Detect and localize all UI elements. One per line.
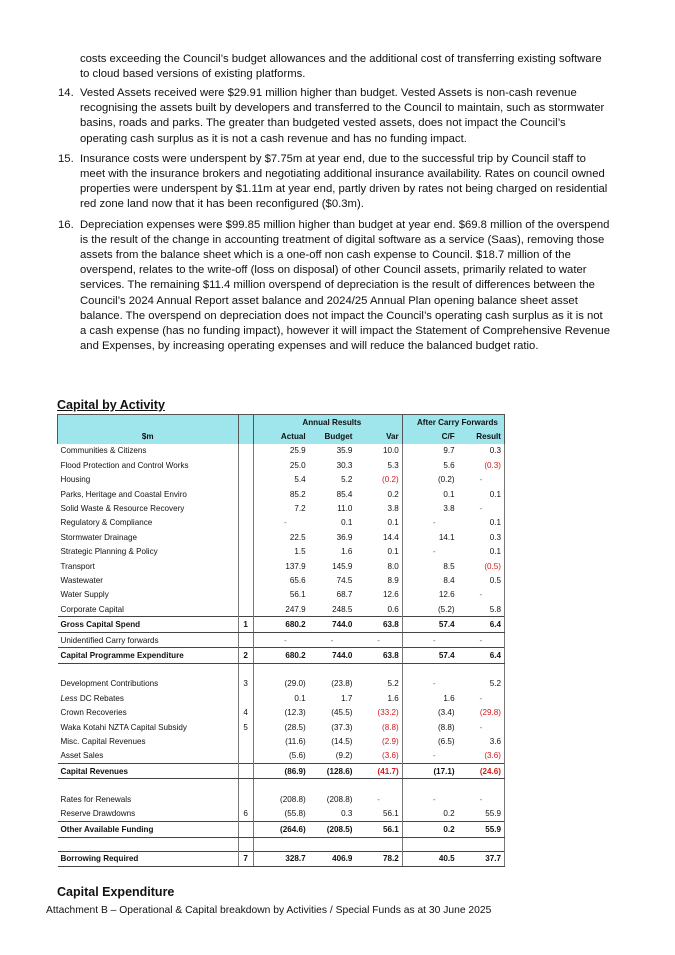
header-note-blank (238, 415, 253, 430)
budget-cell: (128.6) (309, 763, 356, 778)
result-cell: 5.2 (458, 677, 505, 691)
result-cell: 55.9 (458, 822, 505, 837)
cf-cell: 0.2 (443, 809, 455, 819)
actual-cell: 56.1 (289, 590, 306, 600)
row-note-ref (238, 573, 253, 587)
table-row (58, 720, 505, 734)
var-cell: (8.8) (382, 722, 399, 732)
table-row (58, 444, 505, 458)
var-cell: 0.2 (387, 489, 399, 499)
table-row (58, 487, 505, 501)
var-cell: (2.9) (382, 736, 399, 746)
var-cell: 78.2 (355, 851, 402, 866)
list-item (58, 152, 610, 213)
cf-cell: 14.1 (438, 532, 455, 542)
result-cell: (24.6) (458, 763, 505, 778)
capital-expenditure-title: Capital Expenditure (57, 885, 175, 899)
var-cell: (33.2) (377, 708, 399, 718)
header-blank (58, 415, 239, 430)
cf-cell: (5.2) (437, 604, 455, 614)
table-row (58, 632, 505, 647)
var-cell: 3.8 (387, 504, 399, 514)
note-number: 16. (58, 218, 74, 231)
var-cell: 63.8 (355, 617, 402, 632)
row-label: Less DC Rebates (60, 693, 124, 703)
cf-cell: 1.6 (443, 693, 455, 703)
var-cell: 56.1 (355, 822, 402, 837)
row-note-ref: 1 (238, 617, 253, 632)
cf-cell: 57.4 (411, 617, 458, 632)
row-label: Water Supply (60, 590, 109, 600)
result-cell: - (458, 691, 505, 705)
row-note-ref (238, 632, 253, 647)
cf-cell: (17.1) (411, 763, 458, 778)
var-cell: 63.8 (355, 648, 402, 663)
table-row (58, 851, 505, 866)
budget-cell: 248.5 (332, 604, 353, 614)
row-label: Parks, Heritage and Coastal Enviro (60, 489, 187, 499)
row-note-ref (238, 516, 253, 530)
result-cell: - (458, 792, 505, 806)
var-cell: 0.1 (387, 547, 399, 557)
header-result: Result (458, 429, 505, 443)
result-cell: 6.4 (458, 648, 505, 663)
budget-cell: 36.9 (336, 532, 353, 542)
actual-cell: 85.2 (289, 489, 306, 499)
row-note-ref (238, 749, 253, 764)
cf-cell: (0.2) (437, 475, 455, 485)
row-label: Gross Capital Spend (58, 617, 239, 632)
budget-cell: 1.6 (341, 547, 353, 557)
row-label: Solid Waste & Resource Recovery (60, 504, 185, 514)
result-cell: 55.9 (458, 807, 505, 822)
var-cell: 5.2 (387, 679, 399, 689)
row-label: Capital Revenues (58, 763, 239, 778)
cf-cell: - (432, 795, 436, 805)
actual-cell: 7.2 (294, 504, 306, 514)
spacer-row (58, 779, 505, 793)
table-row (58, 749, 505, 764)
row-label: Development Contributions (60, 679, 159, 689)
actual-cell: - (283, 518, 287, 528)
cf-cell: 5.6 (443, 460, 455, 470)
row-note-ref (238, 763, 253, 778)
budget-cell: (45.5) (331, 708, 353, 718)
result-cell: (0.5) (458, 559, 505, 573)
actual-cell: 25.0 (289, 460, 306, 470)
row-label: Unidentified Carry forwards (60, 635, 159, 645)
table-row (58, 734, 505, 748)
list-item (58, 218, 610, 355)
spacer-row (58, 837, 505, 851)
budget-cell: 0.1 (341, 518, 353, 528)
actual-cell: 680.2 (262, 648, 309, 663)
row-note-ref (238, 691, 253, 705)
actual-cell: (86.9) (262, 763, 309, 778)
var-cell: 10.0 (382, 446, 399, 456)
row-note-ref (238, 530, 253, 544)
budget-cell: 744.0 (309, 648, 356, 663)
actual-cell: (29.0) (284, 679, 306, 689)
budget-cell: 744.0 (309, 617, 356, 632)
actual-cell: 25.9 (289, 446, 306, 456)
var-cell: 5.3 (387, 460, 399, 470)
table-row (58, 807, 505, 822)
var-cell: (41.7) (355, 763, 402, 778)
row-note-ref (238, 559, 253, 573)
header-after-carry: After Carry Forwards (411, 415, 505, 430)
budget-cell: 5.2 (341, 475, 353, 485)
var-cell: (0.2) (382, 475, 399, 485)
row-label: Strategic Planning & Policy (60, 547, 158, 557)
var-cell: 0.1 (387, 518, 399, 528)
note-number: 14. (58, 87, 74, 99)
result-cell: (3.6) (458, 749, 505, 764)
row-label: Borrowing Required (58, 851, 239, 866)
result-cell: (0.3) (458, 458, 505, 472)
note-number: 15. (58, 152, 74, 165)
row-label: Reserve Drawdowns (60, 809, 136, 819)
actual-cell: 1.5 (294, 547, 306, 557)
table-row (58, 792, 505, 806)
row-label: Crown Recoveries (60, 708, 127, 718)
result-cell: 0.3 (458, 444, 505, 458)
header-annual-results: Annual Results (262, 415, 402, 430)
capital-table-body (58, 444, 505, 867)
header-cf: C/F (411, 429, 458, 443)
table-row (58, 677, 505, 691)
note-text: Depreciation expenses were $99.85 million higher than budget at year end. $69.8 million of the overspend is the result of the change in accounting treatment of digital software as a service (Saas), removing those assets from the balance sheet which is a one-off non cash expense to Council. $18.7 million of the overspend, relates to the write-off (loss on disposal) of other Council assets, primarily related to water services. The remaining $11.4 million overspend of depreciation is the result of differences between the Council’s 2024 Annual Report asset balance and 2024/25 Annual Plan opening balance sheet asset balance. The overspend on depreciation does not impact the Council’s operating cash surplus as it is not a cash expense (has no funding impact), however it will impact the Statement of Comprehensive Revenue and Expenses, by increasing operating expenses and will reduce the balanced budget ratio. (80, 218, 610, 353)
cf-cell: - (432, 547, 436, 557)
row-note-ref: 6 (238, 807, 253, 822)
row-note-ref (238, 792, 253, 806)
row-note-ref: 4 (238, 705, 253, 719)
cf-cell: (3.4) (437, 708, 455, 718)
actual-cell: 680.2 (262, 617, 309, 632)
var-cell: 56.1 (382, 809, 399, 819)
result-cell: - (458, 473, 505, 487)
cf-cell: (6.5) (437, 736, 455, 746)
table-row (58, 559, 505, 573)
notes-list (58, 86, 610, 359)
row-label: Other Available Funding (58, 822, 239, 837)
header-var: Var (355, 429, 402, 443)
cf-cell: 0.1 (443, 489, 455, 499)
var-cell: 1.6 (387, 693, 399, 703)
result-cell: 0.1 (458, 516, 505, 530)
cf-cell: - (432, 751, 436, 761)
actual-cell: (264.6) (262, 822, 309, 837)
budget-cell: 145.9 (332, 561, 353, 571)
table-row (58, 617, 505, 632)
table-row (58, 501, 505, 515)
row-note-ref (238, 822, 253, 837)
result-cell: - (458, 632, 505, 647)
var-cell: - (377, 795, 380, 805)
row-label: Communities & Citizens (60, 446, 147, 456)
table-row (58, 473, 505, 487)
intro-paragraph: costs exceeding the Council’s budget allowances and the additional cost of transferring existing software to cloud based versions of existing platforms. (80, 53, 602, 81)
budget-cell: (14.5) (331, 736, 353, 746)
result-cell: 0.1 (458, 487, 505, 501)
actual-cell: 22.5 (289, 532, 306, 542)
row-label: Flood Protection and Control Works (60, 460, 189, 470)
budget-cell: (208.8) (326, 795, 353, 805)
row-note-ref (238, 588, 253, 602)
var-cell: 8.0 (387, 561, 399, 571)
var-cell: 14.4 (382, 532, 399, 542)
cf-cell: - (432, 679, 436, 689)
var-cell: 8.9 (387, 575, 399, 585)
row-note-ref (238, 602, 253, 617)
note-text: Vested Assets received were $29.91 million higher than budget. Vested Assets is non-cash revenue recognising the assets built by developers and transferred to the Council to maintain, such as stormwater basins, roads and parks. The greater than budgeted vested assets, does not impact the Council’s operating cash surplus as it is not a cash revenue and has no funding impact. (80, 87, 605, 145)
row-note-ref: 5 (238, 720, 253, 734)
result-cell: - (458, 501, 505, 515)
actual-cell: (208.8) (280, 795, 306, 805)
table-row (58, 458, 505, 472)
row-label: Waka Kotahi NZTA Capital Subsidy (60, 722, 187, 732)
cf-cell: (8.8) (437, 722, 455, 732)
budget-cell: 0.3 (341, 809, 353, 819)
table-row (58, 602, 505, 617)
actual-cell: 65.6 (289, 575, 306, 585)
actual-cell: (11.6) (285, 736, 306, 746)
actual-cell: 247.9 (285, 604, 306, 614)
row-label: Stormwater Drainage (60, 532, 137, 542)
table-row (58, 573, 505, 587)
table-row (58, 648, 505, 663)
budget-cell: 68.7 (336, 590, 353, 600)
header-budget: Budget (309, 429, 356, 443)
actual-cell: (5.6) (289, 751, 306, 761)
var-cell: 12.6 (382, 590, 399, 600)
table-row (58, 822, 505, 837)
var-cell: - (377, 635, 380, 645)
table-row (58, 705, 505, 719)
row-note-ref (238, 473, 253, 487)
actual-cell: (12.3) (284, 708, 306, 718)
cf-cell: 0.2 (411, 822, 458, 837)
result-cell: 3.6 (458, 734, 505, 748)
actual-cell: - (283, 635, 287, 645)
header-actual: Actual (262, 429, 309, 443)
result-cell: (29.8) (458, 705, 505, 719)
row-note-ref: 2 (238, 648, 253, 663)
row-label: Regulatory & Compliance (60, 518, 153, 528)
capital-by-activity-title: Capital by Activity (57, 398, 165, 412)
attachment-footer: Attachment B – Operational & Capital breakdown by Activities / Special Funds as at 30 June 2025 (46, 905, 492, 916)
table-row (58, 516, 505, 530)
actual-cell: 328.7 (262, 851, 309, 866)
cf-cell: 12.6 (438, 590, 455, 600)
budget-cell: (9.2) (335, 751, 353, 761)
table-row (58, 588, 505, 602)
cf-cell: 3.8 (443, 504, 455, 514)
row-label: Housing (60, 475, 91, 485)
budget-cell: (23.8) (331, 679, 353, 689)
result-cell: 5.8 (458, 602, 505, 617)
budget-cell: 11.0 (337, 504, 353, 514)
actual-cell: 137.9 (285, 561, 306, 571)
row-label: Misc. Capital Revenues (60, 736, 146, 746)
cf-cell: 57.4 (411, 648, 458, 663)
budget-cell: 30.3 (336, 460, 353, 470)
spacer-row (58, 663, 505, 677)
cf-cell: 9.7 (443, 446, 455, 456)
row-label: Corporate Capital (60, 604, 124, 614)
result-cell: - (458, 588, 505, 602)
header-label: $m (58, 429, 239, 443)
row-note-ref (238, 734, 253, 748)
row-label: Asset Sales (60, 751, 104, 761)
list-item (58, 86, 610, 147)
budget-cell: 85.4 (336, 489, 353, 499)
result-cell: - (458, 720, 505, 734)
row-note-ref (238, 545, 253, 559)
row-label: Wastewater (60, 575, 103, 585)
actual-cell: 5.4 (294, 475, 306, 485)
var-cell: (3.6) (382, 751, 399, 761)
row-note-ref (238, 487, 253, 501)
note-text: Insurance costs were underspent by $7.75m at year end, due to the successful trip by Council staff to meet with the insurance brokers and negotiating additional insurance availability. Rates on council owned properties were underspent by $1.11m at year end, partly driven by rates not being charged on residential red zone land now that it has been reconfigured ($0.3m). (80, 152, 608, 211)
result-cell: 0.1 (458, 545, 505, 559)
budget-cell: (208.5) (309, 822, 356, 837)
cf-cell: 8.5 (443, 561, 455, 571)
actual-cell: (28.5) (284, 722, 306, 732)
table-row (58, 545, 505, 559)
table-row (58, 763, 505, 778)
budget-cell: 1.7 (341, 693, 353, 703)
budget-cell: 406.9 (309, 851, 356, 866)
cf-cell: - (432, 518, 436, 528)
result-cell: 6.4 (458, 617, 505, 632)
row-label: Transport (60, 561, 95, 571)
capital-table (57, 414, 505, 867)
row-note-ref (238, 444, 253, 458)
row-note-ref (238, 458, 253, 472)
budget-cell: - (330, 635, 334, 645)
row-note-ref: 3 (238, 677, 253, 691)
budget-cell: (37.3) (331, 722, 353, 732)
result-cell: 0.5 (458, 573, 505, 587)
result-cell: 37.7 (458, 851, 505, 866)
row-note-ref (238, 501, 253, 515)
table-row (58, 530, 505, 544)
row-note-ref: 7 (238, 851, 253, 866)
result-cell: 0.3 (458, 530, 505, 544)
cf-cell: - (432, 635, 436, 645)
cf-cell: 8.4 (443, 575, 455, 585)
cf-cell: 40.5 (411, 851, 458, 866)
budget-cell: 35.9 (336, 446, 353, 456)
table-row (58, 691, 505, 705)
actual-cell: 0.1 (294, 693, 306, 703)
row-label: Rates for Renewals (60, 795, 132, 805)
var-cell: 0.6 (387, 604, 399, 614)
row-label: Capital Programme Expenditure (58, 648, 239, 663)
budget-cell: 74.5 (336, 575, 353, 585)
actual-cell: (55.8) (284, 809, 306, 819)
